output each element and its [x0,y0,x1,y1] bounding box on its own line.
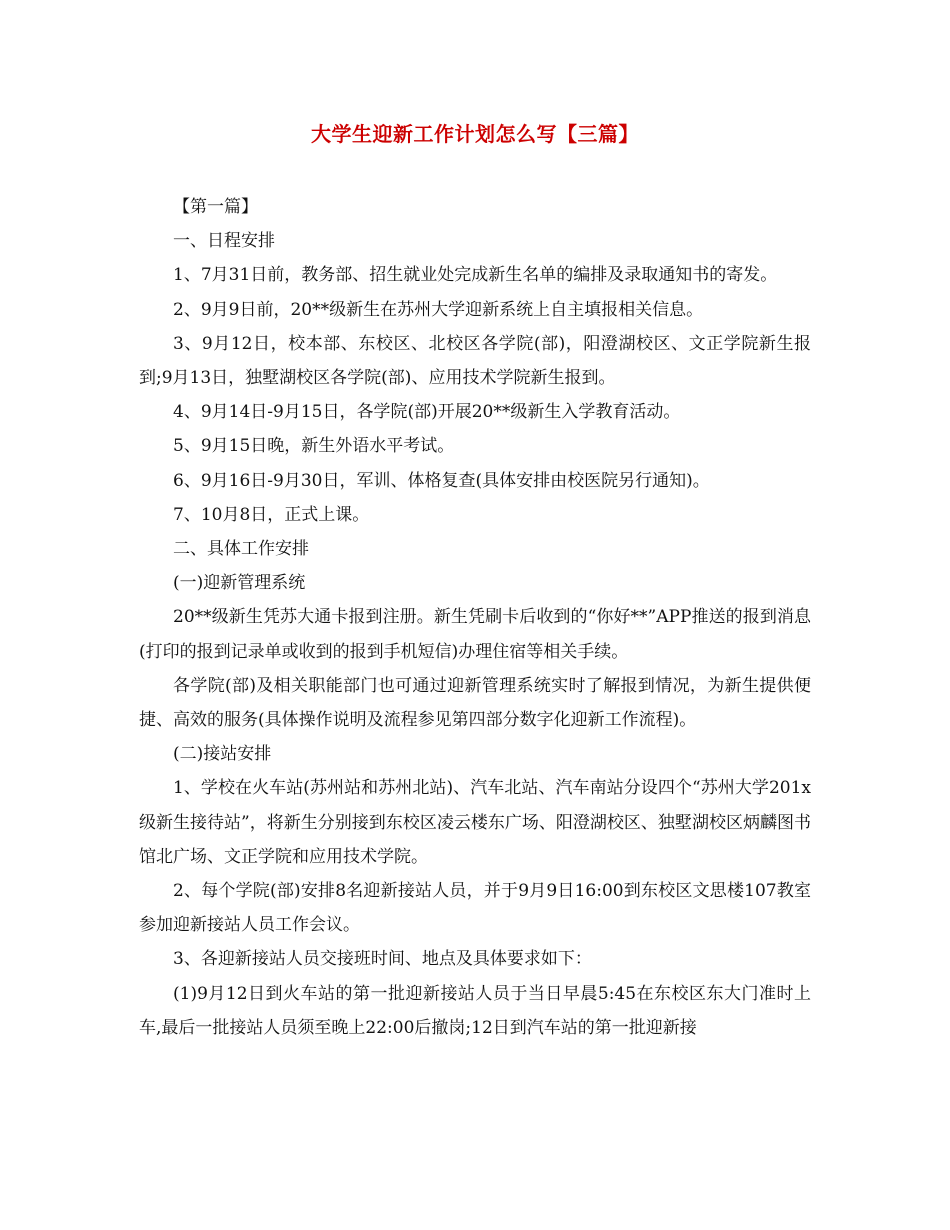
paragraph-13: 各学院(部)及相关职能部门也可通过迎新管理系统实时了解报到情况，为新生提供便捷、高效的服务(具体操作说明及流程参见第四部分数字化迎新工作流程)。 [139,675,811,731]
paragraph-1: 【第一篇】 [173,197,258,217]
paragraph-11: (一)迎新管理系统 [173,573,306,594]
paragraph-6: 4、9月14日-9月15日，各学院(部)开展20**级新生入学教育活动。 [173,402,681,423]
document-title: 大学生迎新工作计划怎么写【三篇】 [311,122,639,146]
paragraph-14: (二)接站安排 [173,744,272,765]
paragraph-12: 20**级新生凭苏大通卡报到注册。新生凭刷卡后收到的“你好**”APP推送的报到消息(打印的报到记录单或收到的报到手机短信)办理住宿等相关手续。 [139,607,811,662]
paragraph-3: 1、7月31日前，教务部、招生就业处完成新生名单的编排及录取通知书的寄发。 [173,265,778,286]
paragraph-4: 2、9月9日前，20**级新生在苏州大学迎新系统上自主填报相关信息。 [173,299,704,320]
paragraph-7: 5、9月15日晚，新生外语水平考试。 [173,436,455,457]
paragraph-8: 6、9月16日-9月30日，军训、体格复查(具体安排由校医院另行通知)。 [173,470,710,491]
paragraph-10: 二、具体工作安排 [173,539,309,560]
paragraph-17: 3、各迎新接站人员交接班时间、地点及具体要求如下： [173,949,592,970]
paragraph-2: 一、日程安排 [173,231,275,252]
paragraph-18: (1)9月12日到火车站的第一批迎新接站人员于当日早晨5:45在东校区东大门准时上车,最后一批接站人员须至晚上22:00后撤岗;12日到汽车站的第一批迎新接 [139,983,811,1038]
document-body [139,190,811,1045]
paragraph-9: 7、10月8日，正式上课。 [173,504,370,525]
paragraph-16: 2、每个学院(部)安排8名迎新接站人员，并于9月9日16:00到东校区文思楼107教室参加迎新接站人员工作会议。 [139,881,811,936]
paragraph-15: 1、学校在火车站(苏州站和苏州北站)、汽车北站、汽车南站分设四个“苏州大学201x级新生接待站”，将新生分别接到东校区凌云楼东广场、阳澄湖校区、独墅湖校区炳麟图书馆北广场、文正学院和应用技术学院。 [139,778,811,867]
paragraph-5: 3、9月12日，校本部、东校区、北校区各学院(部)，阳澄湖校区、文正学院新生报到;9月13日，独墅湖校区各学院(部)、应用技术学院新生报到。 [139,333,811,389]
